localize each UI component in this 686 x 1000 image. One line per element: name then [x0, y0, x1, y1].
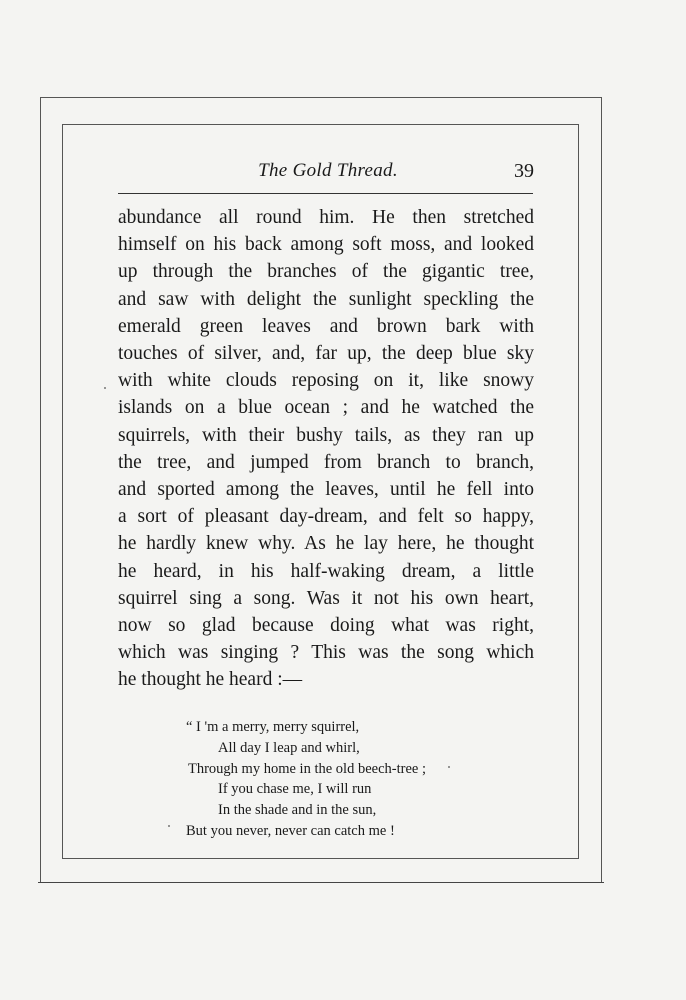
body-line: and sported among the leaves, until he fell into: [118, 479, 534, 501]
body-line: he hardly knew why. As he lay here, he thought: [118, 533, 534, 555]
outer-bottom-rule: [38, 882, 604, 883]
poem-line: In the shade and in the sun,: [218, 802, 377, 819]
body-line: emerald green leaves and brown bark with: [118, 315, 534, 337]
body-line: touches of silver, and, far up, the deep blue sky: [118, 343, 534, 365]
body-line: and saw with delight the sunlight speckling the: [118, 288, 534, 310]
body-line: which was singing ? This was the song which: [118, 642, 534, 664]
poem-stanza: [160, 717, 480, 842]
body-line: up through the branches of the gigantic tree,: [118, 261, 534, 283]
body-paragraph: [118, 204, 534, 694]
body-line-last: he thought he heard :—: [118, 669, 303, 691]
header-rule: [118, 193, 533, 194]
poem-line: But you never, never can catch me !: [186, 822, 395, 839]
poem-line: Through my home in the old beech-tree ;: [188, 760, 426, 777]
page-number: 39: [514, 160, 534, 182]
running-head-title: The Gold Thread.: [258, 160, 398, 181]
body-line: squirrels, with their bushy tails, as they ran up: [118, 424, 534, 446]
running-head: [118, 160, 538, 186]
body-line: abundance all round him. He then stretched: [118, 207, 534, 228]
print-speck: [104, 387, 106, 389]
body-line: islands on a blue ocean ; and he watched the: [118, 397, 534, 419]
body-line: with white clouds reposing on it, like snowy: [118, 370, 534, 392]
poem-line: If you chase me, I will run: [218, 781, 372, 798]
body-line: he heard, in his half-waking dream, a little: [118, 560, 534, 582]
print-speck: [448, 766, 450, 768]
body-line: himself on his back among soft moss, and looked: [118, 234, 534, 256]
poem-line: All day I leap and whirl,: [218, 739, 360, 756]
body-line: now so glad because doing what was right,: [118, 615, 534, 637]
print-speck: [168, 825, 170, 827]
body-line: a sort of pleasant day-dream, and felt so happy,: [118, 506, 534, 528]
body-line: the tree, and jumped from branch to branch,: [118, 451, 534, 473]
body-line: squirrel sing a song. Was it not his own heart,: [118, 587, 534, 609]
poem-line: “ I 'm a merry, merry squirrel,: [186, 719, 360, 735]
